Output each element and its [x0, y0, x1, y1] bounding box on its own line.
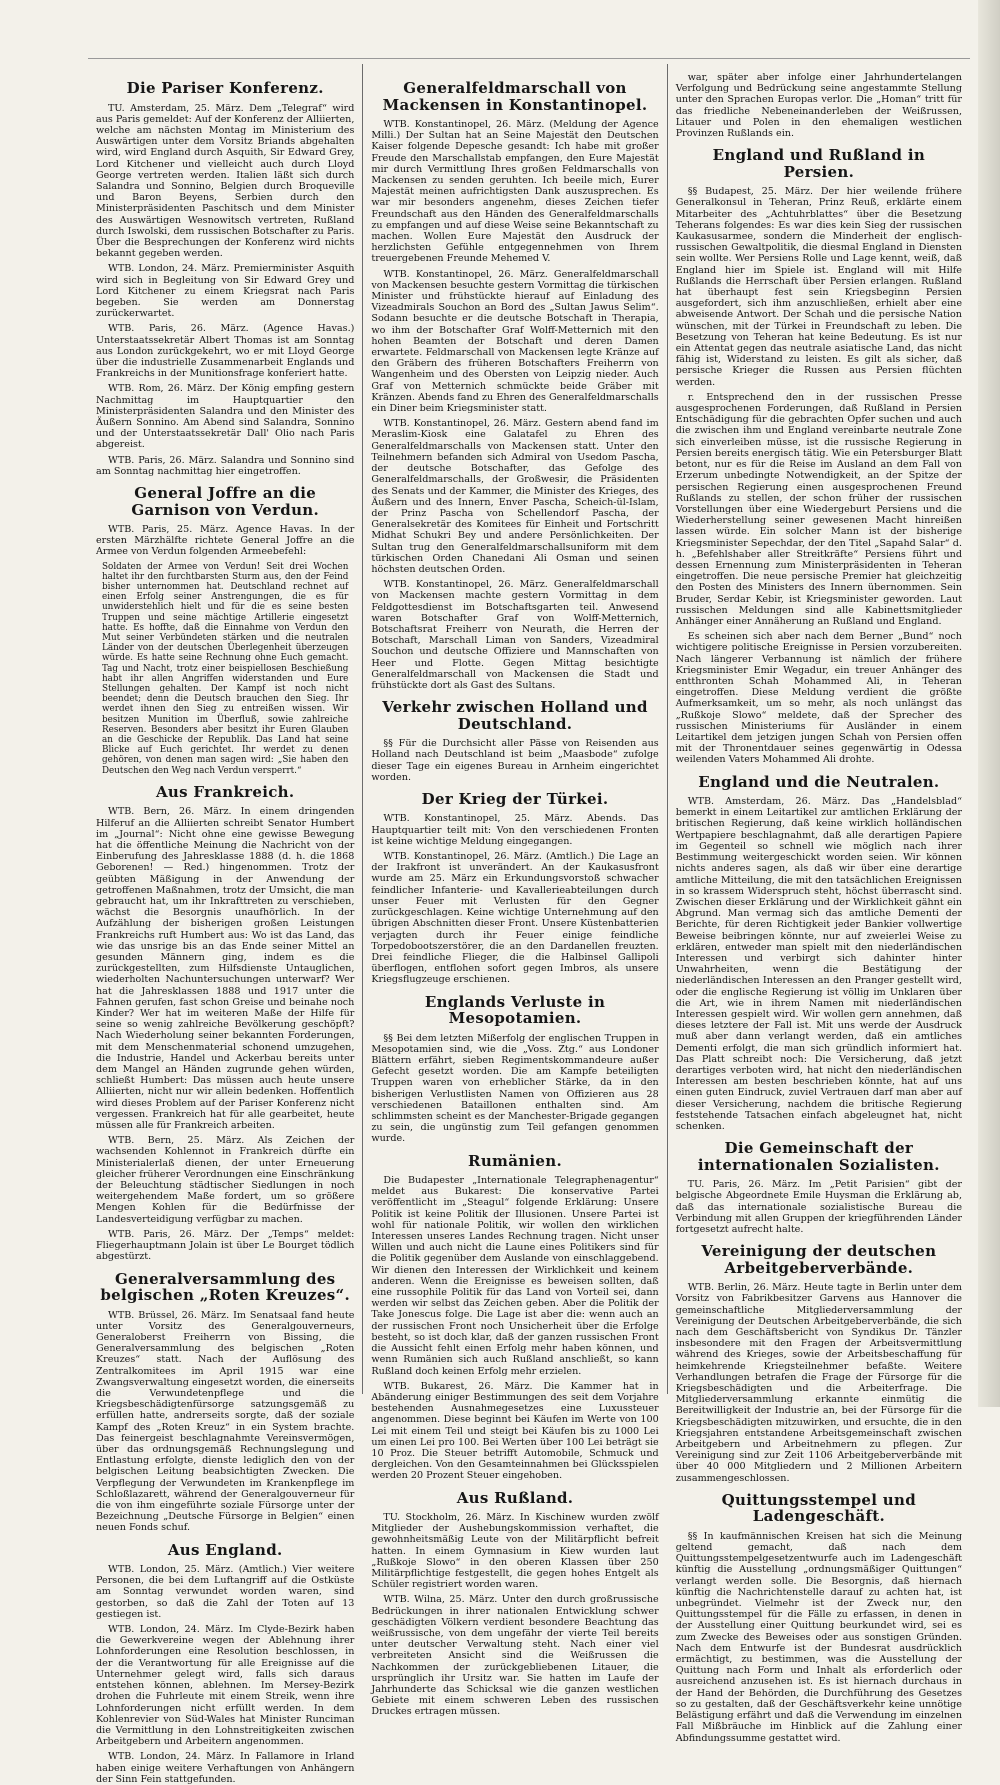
article-paragraph: WTB. London, 24. März. In Fallamore in Irland haben einige weitere Verhaftungen von Anhängern der Sinn Fein stattgefunden.: [96, 1751, 355, 1785]
article-paragraph: WTB. Paris, 26. März. (Agence Havas.) Unterstaatssekretär Albert Thomas ist am Sonntag aus London zurückgekehrt, wo er mit Lloyd George über die industrielle Zusammenarbeit Englands und Frankreichs in der Munitionsfrage konferiert hatte.: [96, 323, 355, 380]
article-headline: England und die Neutralen.: [698, 772, 940, 791]
column-3: [668, 64, 970, 1744]
article-paragraph: WTB. Rom, 26. März. Der König empfing gestern Nachmittag im Hauptquartier den Ministerpräsidenten Salandra und den Minister des Äußern Sonnino. Am Abend sind Salandra, Sonnino und der Unterstaatssekretär Dall' Olio nach Paris abgereist.: [96, 383, 355, 451]
article-paragraph: WTB. Paris, 26. März. Der „Temps“ meldet: Fliegerhauptmann Jolain ist über Le Bourget tödlich abgestürzt.: [96, 1228, 355, 1263]
article-paragraph: WTB. Konstantinopel, 26. März. Generalfeldmarschall von Mackensen machte gestern Vormittag in dem Feldgottesdienst im Botschaftsgarten teil. Anwesend waren Botschafter Graf von Wolff-Metternich, Botschaftsrat Freiherr von Neurath, die Herren der Botschaft, Marschall Liman von Sanders, Vizeadmiral Souchon und deutsche Offiziere und Mannschaften von Heer und Flotte. Gegen Mittag besichtigte Generalfeldmarschall von Mackensen die Stadt und frühstückte dort als Gast des Sultans.: [371, 579, 659, 691]
article-paragraph: §§ Bei dem letzten Mißerfolg der englischen Truppen in Mesopotamien sind, wie die „Voss. Ztg.“ aus Londoner Blättern erfährt, sieben Regimentskommandeure außer Gefecht gesetzt worden. Die am Kampfe beteiligten Truppen waren von erheblicher Stärke, da in den bisherigen Verlustlisten Namen von Offizieren aus 28 verschiedenen Bataillonen enthalten sind. Am schlimmsten scheint es der Manchester-Brigade gegangen zu sein, die ungünstig zum Teil gefangen genommen wurde.: [371, 1032, 659, 1145]
article-headline: Die Pariser Konferenz.: [126, 79, 324, 97]
article-headline: Quittungsstempel und Ladengeschäft.: [721, 1490, 916, 1526]
article-paragraph: TU. Paris, 26. März. Im „Petit Parisien“ gibt der belgische Abgeordnete Emile Huysman die Erklärung ab, daß das internationale sozialistische Bureau die Verbindung mit allen Gruppen der kriegführenden Länder fortgesetzt aufrecht halte.: [675, 1179, 962, 1235]
top-rule: [88, 58, 970, 59]
article-headline: Aus Frankreich.: [155, 782, 295, 801]
article-paragraph: WTB. Bukarest, 26. März. Die Kammer hat in Abänderung einiger Bestimmungen des seit dem Vorjahre bestehenden Ausnahmegesetzes eine Luxussteuer angenommen. Diese beginnt bei Käufen im Werte von 100 Lei mit einem Teil und steigt bei Käufen bis zu 1000 Lei um einen Lei pro 100. Bei Werten über 100 Lei beträgt sie 10 Proz. Die Steuer betrifft Automobile, Schmuck und dergleichen. Von den Gesamteinnahmen bei Glücksspielen werden 20 Prozent Steuer eingehoben.: [371, 1380, 659, 1482]
article-paragraph: §§ Für die Durchsicht aller Pässe von Reisenden aus Holland nach Deutschland ist beim „Maasbode“ zufolge dieser Tage ein eigenes Bureau in Arnheim eingerichtet worden.: [371, 738, 659, 783]
columns-container: [88, 64, 970, 1785]
article-paragraph: TU. Stockholm, 26. März. In Kischinew wurden zwölf Mitglieder der Aushebungskommission verhaftet, die gewohnheitsmäßig Leute von der Militärpflicht befreit hatten. In einem Gymnasium in Kiew wurden laut „Rußkoje Slowo“ in den oberen Klassen über 250 Militärpflichtige festgestellt, die gegen hohes Entgelt als Schüler registriert worden waren.: [371, 1512, 659, 1591]
article-paragraph: WTB. London, 24. März. Premierminister Asquith wird sich in Begleitung von Sir Edward Grey und Lord Kitchener zu einem Kriegsrat nach Paris begeben. Sie werden am Donnerstag zurückerwartet.: [96, 263, 355, 320]
article-paragraph: WTB. Paris, 25. März. Agence Havas. In der ersten Märzhälfte richtete General Joffre an die Armee von Verdun folgenden Armeebefehl:: [96, 524, 355, 558]
article-headline: Aus Rußland.: [456, 1488, 574, 1507]
article-paragraph: war, später aber infolge einer Jahrhundertelangen Verfolgung und Bedrückung seine angestammte Stellung unter den Sprachen Europas verlor. Die „Homan“ tritt für das friedliche Nebeneinanderleben der Weißrussen, Litauer und Polen in den ehemaligen westlichen Provinzen Rußlands ein.: [675, 72, 962, 140]
article-paragraph: WTB. London, 24. März. Im Clyde-Bezirk haben die Gewerkvereine wegen der Ablehnung ihrer Lohnforderungen eine Resolution beschlossen, in der die Verantwortung für alle Ereignisse auf die Unternehmer gelegt wird, falls sich daraus entstehen können, ablehnen. Im Mersey-Bezirk drohen die Fuhrleute mit einem Streik, wenn ihre Lohnforderungen nicht erfüllt werden. In dem Kohlenrevier von Süd-Wales hat Minister Runciman die Vermittlung in den Lohnstreitigkeiten zwischen Arbeitgebern und Arbeitern angenommen.: [96, 1624, 355, 1748]
article-headline: Vereinigung der deutschen Arbeitgeberverbände.: [701, 1242, 937, 1277]
article-paragraph: WTB. Bern, 25. März. Als Zeichen der wachsenden Kohlennot in Frankreich dürfte ein Ministerialerlaß dienen, der unter Erneuerung gleicher früherer Verordnungen eine Einschränkung der Beleuchtung städtischer Siedlungen in noch weitergehendem Maße fordert, um so größere Mengen Kohlen für die Bedürfnisse der Landesverteidigung verfügbar zu machen.: [96, 1135, 355, 1225]
article-headline: Rumänien.: [468, 1151, 562, 1170]
article-paragraph: §§ In kaufmännischen Kreisen hat sich die Meinung geltend gemacht, daß nach dem Quittungsstempelgesetzentwurfe auch im Ladengeschäft künftig die Ausstellung „ordnungsmäßiger Quittungen“ verlangt werden solle. Die Besorgnis, daß hiernach künftig die Nachrichtenstelle darauf zu achten hat, ist unbegründet. Vielmehr ist der Zweck nur, den Quittungsstempel für die Fälle zu erfassen, in denen in der Ausstellung einer Quittung beurkundet wird, sei es zum Zwecke des Beweises oder aus sonstigen Gründen. Nach dem Entwurfe ist der Bundesrat ausdrücklich ermächtigt, zu bestimmen, was die Ausstellung der Quittung nach Form und Inhalt als erforderlich oder ausreichend anzusehen ist. Es ist hiernach durchaus in der Hand der Behörden, die Durchführung des Gesetzes so zu gestalten, daß der Geschäftsverkehr keine unnötige Belästigung erfährt und daß die Verwendung im einzelnen Fall Mißbräuche im Hinblick auf die Zahlung einer Abfindungssumme gestattet wird.: [675, 1530, 962, 1744]
article-paragraph: TU. Amsterdam, 25. März. Dem „Telegraf“ wird aus Paris gemeldet: Auf der Konferenz der Alliierten, welche am nächsten Montag im Ministerium des Auswärtigen unter dem Vorsitz Briands abgehalten wird, wird England durch Asquith, Sir Edward Grey, Lord Kitchener und vielleicht auch durch Lloyd George vertreten werden. Italien läßt sich durch Salandra und Sonnino, Belgien durch Broqueville und Baron Beyens, Serbien durch den Ministerpräsidenten Paschitsch und dem Minister des Auswärtigen Wesnowitsch vertreten, Rußland durch Iswolski, dem russischen Botschafter zu Paris. Über die Besprechungen der Konferenz wird nichts bekannt gegeben werden.: [96, 102, 355, 260]
article-headline: England und Rußland in Persien.: [712, 146, 926, 181]
article-headline: Generalfeldmarschall von Mackensen in Konstantinopel.: [382, 79, 648, 114]
column-2: [363, 64, 666, 1718]
article-paragraph: WTB. Bern, 26. März. In einem dringenden Hilferuf an die Alliierten schreibt Senator Humbert im „Journal“: Nicht ohne eine gewisse Bewegung hat die öffentliche Meinung die Nachricht von der Einberufung des Jahresklasse 1888 (d. h. die 1868 Geborenen! — Red.) hingenommen. Trotz der geübten Mäßigung in der Anwendung der getroffenen Maßnahmen, trotz der Umsicht, die man gebraucht hat, um ihr Inkrafttreten zu verschieben, wächst die Besorgnis unaufhörlich. In der Aufzählung der bisherigen großen Leistungen Frankreichs ruft Humbert aus: Wo ist das Land, das wie das unsrige bis an das Ende seiner Mittel an gesunden Männern ging, indem es die zurückgestellten, zum Hilfsdienste Untauglichen, wiederholten Nachuntersuchungen unterwarf? Wer hat die Jahresklassen 1888 und 1917 unter die Fahnen gerufen, fast schon Greise und beinahe noch Kinder? Wer hat im weiteren Maße der Hilfe für seine so wenig zahlreiche Bevölkerung geschöpft? Nach Wiederholung seiner bekannten Forderungen, mit dem Menschenmaterial schonend umzugehen, die Industrie, Handel und Ackerbau bereits unter dem Mangel an Händen zugrunde gehen würden, schließt Humbert: Das müssen auch heute unsere Alliierten, nicht nur wir allein bedenken. Hoffentlich wird dieses Problem auf der Pariser Konferenz nicht vergessen. Frankreich hat für alle gearbeitet, heute müssen alle für Frankreich arbeiten.: [96, 806, 355, 1132]
article-headline: Verkehr zwischen Holland und Deutschland.: [382, 698, 648, 733]
article-paragraph: WTB. Paris, 26. März. Salandra und Sonnino sind am Sonntag nachmittag hier eingetroffen.: [96, 454, 355, 477]
article-paragraph: Es scheinen sich aber nach dem Berner „Bund“ noch wichtigere politische Ereignisse in Persien vorzubereiten. Nach längerer Verbannung ist nämlich der frühere Kriegsminister Emir Wegadur, ein treuer Anhänger des entthronten Schah Mohammed Ali, in Teheran eingetroffen. Diese Meldung verdient die größte Aufmerksamkeit, um so mehr, als noch unlängst das „Rußkoje Slowo“ meldete, daß der Sprecher des russischen Ministeriums für Ausländer in einem Leitartikel dem jetzigen jungen Schah von Persien offen mit der Thronentdauer seines gegenwärtig in Odessa weilenden Vaters Mohammed Ali drohte.: [675, 631, 962, 766]
article-paragraph: WTB. Konstantinopel, 26. März. (Amtlich.) Die Lage an der Irakfront ist unverändert. An der Kaukasusfront wurde am 25. März ein Erkundungsvorstoß schwacher feindlicher Infanterie- und Kavallerieabteilungen durch unser Feuer mit Verlusten für den Gegner zurückgeschlagen. Keine wichtige Unternehmung auf den übrigen Abschnitten dieser Front. Unsere Küstenbatterien verjagten durch ihr Feuer einige feindliche Torpedobootszerstörer, die an den Dardanellen freuzten. Drei feindliche Flieger, die die Halbinsel Gallipoli überflogen, entflohen sofort gegen Imbros, als unsere Kriegsflugzeuge erschienen.: [371, 851, 659, 986]
article-paragraph: WTB. Berlin, 26. März. Heute tagte in Berlin unter dem Vorsitz von Fabrikbesitzer Garvens aus Hannover die gemeinschaftliche Mitgliederversammlung der Vereinigung der Deutschen Arbeitgeberverbände, die sich nach dem Geschäftsbericht von Syndikus Dr. Tänzler insbesondere mit den Fragen der Arbeitsvermittlung während des Krieges, sowie der Arbeitsbeschaffung für heimkehrende Kriegsteilnehmer befaßte. Weitere Verhandlungen betrafen die Frage der Fürsorge für die Kriegsbeschädigten und die Arbeiterfrage. Die Mitgliederversammlung erkannte einmütig die Bereitwilligkeit der Industrie an, bei der Fürsorge für die Kriegsbeschädigten mitzuwirken, und ersuchte, die in den Kriegsjahren entstandene Arbeitsgemeinschaft zwischen Arbeitgebern und Arbeitnehmern zu pflegen. Zur Vereinigung sind zur Zeit 1106 Arbeitgeberverbände mit über 40 000 Mitgliedern und 2 Millionen Arbeitern zusammengeschlossen.: [675, 1282, 962, 1484]
article-headline: General Joffre an die Garnison von Verdun.: [131, 484, 320, 519]
article-paragraph: WTB. Amsterdam, 26. März. Das „Handelsblad“ bemerkt in einem Leitartikel zur amtlichen Erklärung der britischen Regierung, daß keine wirklich holländischen Wertpapiere beschlagnahmt, daß alle derartigen Papiere im Gegenteil so schnell wie möglich nach ihrer Bestimmung weitergeschickt worden seien. Wir können nichts anderes sagen, als daß wir über eine derartige amtliche Mitteilung, die mit den tatsächlichen Ereignissen in so krassem Widerspruch steht, höchst überrascht sind. Zwischen dieser Erklärung und der Wirklichkeit gähnt ein Abgrund. Man vermag sich das amtliche Dementi der Berichte, für deren Richtigkeit jeder Bankier vollwertige Beweise beibringen könnte, nur auf zweierlei Weise zu erklären, entweder man spielt mit den niederländischen Interessen und verbirgt sich dahinter hinter Unwahrheiten, wenn die Bestätigung der niederländischen Interessen an den Pranger gestellt wird, oder die englische Regierung ist völlig im Unklaren über die Art, wie in ihrem Namen mit niederländischen Interessen gespielt wird. Wir wollen gern annehmen, daß dieses letztere der Fall ist. Mit uns werde der Ausdruck muß aber dann verlangt werden, daß ein amtliches Dementi erfolgt, die man sich gründlich informiert hat. Das Platt schreibt noch: Die Versicherung, daß jetzt derartiges verboten wird, hat nicht den niederländischen Interessen am besten beschrieben könnte, hat auf uns einen guten Eindruck, zuviel Vertrauen darf man aber auf dieser Versicherung, nachdem die britische Regierung feststehende Tatsachen einfach abgeleugnet hat, nicht schenken.: [675, 796, 962, 1132]
article-headline: Die Gemeinschaft der internationalen Sozialisten.: [697, 1139, 940, 1174]
article-paragraph: r. Entsprechend den in der russischen Presse ausgesprochenen Forderungen, daß Rußland in Persien Entschädigung für die gebrachten Opfer suchen und auch die zwischen ihm und England vereinbarte neutrale Zone sich einverleiben müsse, ist die russische Regierung in Persien bereits energisch tätig. Wie ein Petersburger Blatt betont, nur es für die Reise im Ausland an dem Fall von Erzerum unbedingte Notwendigkeit, an der Spitze der persischen Regierung einen ausgesprochenen Freund Rußlands zu stellen, der schon früher der russischen Vorstellungen über eine Wiedergeburt Persiens und die Wiederherstellung seiner gewesenen Macht hinreißen lassen würde. Ein solcher Mann ist der bisherige Kriegsminister Sepechdar, der den Titel „Sapahd Salar“ d. h. „Befehlshaber aller Streitkräfte“ Persiens führt und dessen Ernennung zum Ministerpräsidenten in Teheran eingetroffen. Die neue persische Premier hat gleichzeitig den Posten des Ministers des Innern übernommen. Sein Bruder, Serdar Kebir, ist Kriegsminister geworden. Laut russischen Meldungen sind alle Kabinettsmitglieder Anhänger einer Annäherung an Rußland und England.: [675, 391, 962, 627]
article-paragraph: WTB. London, 25. März. (Amtlich.) Vier weitere Personen, die bei dem Luftangriff auf die Ostküste am Sonntag verwundet worden waren, sind gestorben, so daß die Zahl der Toten auf 13 gestiegen ist.: [96, 1564, 355, 1620]
page-edge-shadow: [978, 0, 1000, 1407]
article-headline: Generalversammlung des belgischen „Roten Kreuzes“.: [100, 1269, 350, 1304]
article-paragraph: WTB. Konstantinopel, 25. März. Abends. Das Hauptquartier teilt mit: Von den verschiedenen Fronten ist keine wichtige Meldung eingegangen.: [371, 813, 659, 847]
article-headline: Aus England.: [167, 1540, 283, 1559]
article-headline: Der Krieg der Türkei.: [421, 789, 609, 808]
article-paragraph: §§ Budapest, 25. März. Der hier weilende frühere Generalkonsul in Teheran, Prinz Reuß, erklärte einem Mitarbeiter des „Achtuhrblattes“ über die Besetzung Teherans folgendes: Es war dies kein Sieg der russischen Kaukasusarmee, sondern die Minderheit der englisch-russischen Gewaltpolitik, die diesmal England in Diensten sein wollte. Wer Persiens Rolle und Lage kennt, weiß, daß England hier im Spiele ist. England will mit Hilfe Rußlands die Herrschaft über Persien erlangen. Rußland hat überhaupt fest sein Kriegsbeginn Persien ausgefordert, sich ihm anzuschließen, erhielt aber eine abweisende Antwort. Der Schah und die persische Nation wünschen, mit der Türkei in Freundschaft zu leben. Die Besetzung von Teheran hat keine Bedeutung. Es ist nur ein Attentat gegen das neutrale asiatische Land, das nicht fähig ist, Widerstand zu leisten. Es gilt als sicher, daß persische Krieger die Russen aus Persien flüchten werden.: [675, 186, 962, 388]
article-headline: Englands Verluste in Mesopotamien.: [424, 992, 606, 1028]
column-1: [88, 64, 362, 1785]
article-paragraph: Die Budapester „Internationale Telegraphenagentur“ meldet aus Bukarest: Die konservative Partei veröffentlicht im „Steagul“ folgende Erklärung: Unsere Politik ist keine Politik der Illusionen. Unsere Partei ist wohl für nationale Politik, wir wollen den wirklichen Interessen unseres Landes Rechnung tragen. Nicht unser Willen und auch nicht die Laune eines Politikers sind für die Politik gegenüber dem Auslande von einschlaggebend. Wir dienen den Interessen der Wirklichkeit und keinem anderen. Wenn die Ereignisse es beweisen sollten, daß eine russophile Politik für das Land von Vorteil sei, dann werden wir selbst das Zeichen geben. Aber die Politik der Take Jonescus folge. Die Lage ist aber die: wenn auch an der russischen Front noch Unsicherheit über die Erfolge besteht, so ist doch klar, daß der ganzen russischen Front die Aussicht fehlt einen Erfolg mehr haben können, und wenn Rumänien sich auch Rußland anschließt, so kann Rußland doch keinen Erfolg mehr erzielen.: [371, 1175, 659, 1377]
article-paragraph: WTB. Konstantinopel, 26. März. (Meldung der Agence Milli.) Der Sultan hat an Seine Majestät den Deutschen Kaiser folgende Depesche gesandt: Ich habe mit großer Freude den Marschallstab empfangen, den Eure Majestät mir durch Vermittlung Ihres großen Feldmarschalls von Mackensen zu senden geruhten. Ich beeile mich, Eurer Majestät meinen aufrichtigsten Dank auszusprechen. Es war mir besonders angenehm, dieses Zeichen tiefer Freundschaft aus den Händen des Generalfeldmarschalls zu empfangen und auf diese Weise seine Bekanntschaft zu machen. Wollen Eure Majestät den Ausdruck der herzlichsten Gefühle entgegennehmen von Ihrem treuergebenen Freunde Mehemed V.: [371, 119, 659, 265]
article-paragraph: WTB. Konstantinopel, 26. März. Generalfeldmarschall von Mackensen besuchte gestern Vormittag die türkischen Minister und frühstückte hierauf auf Einladung des Vizeadmirals Souchon an Bord des „Sultan Jawus Selim“. Sodann besuchte er die deutsche Botschaft in Therapia, wo ihm der Botschafter Graf Wolff-Metternich mit den hohen Beamten der Botschaft und deren Damen erwartete. Feldmarschall von Mackensen legte Kränze auf den Gräbern des früheren Botschafters Freiherrn von Wangenheim und des Obersten von Leipzig nieder. Auch Graf von Metternich schmückte beide Gräber mit Kränzen. Abends fand zu Ehren des Generalfeldmarschalls ein Diner beim Kriegsminister statt.: [371, 268, 659, 415]
article-paragraph: WTB. Brüssel, 26. März. Im Senatsaal fand heute unter Vorsitz des Generalgouverneurs, Generaloberst Freiherrn von Bissing, die Generalversammlung des belgischen „Roten Kreuzes“ statt. Nach der Auflösung des Zentralkomitees im April 1915 war eine Zwangsverwaltung eingesetzt worden, die einerseits die Verwundetenpflege und die Kriegsbeschädigtenfürsorge satzungsgemäß zu erfüllen hatte, andrerseits sorgte, daß der soziale Kampf des „Roten Kreuz“ in ein System brachte. Das feinergeist beschlagnahmte Vereinsvermögen, über das ordnungsgemäß Rechnungslegung und Entlastung erfolgte, dienste lediglich den von der belgischen Leitung beabsichtigten Zwecken. Die Verpflegung der Verwundeten im Krankenpflege im Schloßlazarett, während der Generalgouverneur für die von ihm eingeführte soziale Fürsorge unter der Bezeichnung „Deutsche Fürsorge in Belgien“ einen neuen Fonds schuf.: [96, 1309, 355, 1534]
quoted-text: Soldaten der Armee von Verdun! Seit drei Wochen haltet ihr den furchtbarsten Sturm aus, den der Feind bisher unternommen hat. Deutschland rechnet auf einen Erfolg seiner Anstrengungen, die es für unwiderstehlich hielt und für die es seine besten Truppen und seine mächtige Artillerie eingesetzt hatte. Es hoffte, daß die Einnahme von Verdun den Mut seiner Verbündeten stärken und die neutralen Länder von der deutschen Überlegenheit überzeugen würde. Es hatte seine Rechnung ohne Euch gemacht. Tag und Nacht, trotz einer beispiellosen Beschießung habt ihr allen Angriffen widerstanden und Eure Stellungen gehalten. Der Kampf ist noch nicht beendet; denn die Deutsch brauchen den Sieg. Ihr werdet ihnen den Sieg zu entreißen wissen. Wir besitzen Munition im Überfluß, sowie zahlreiche Reserven. Besonders aber besitzt ihr Euren Glauben an die Geschicke der Republik. Das Land hat seine Blicke auf Euch gerichtet. Ihr werdet zu denen gehören, von denen man sagen wird: „Sie haben den Deutschen den Weg nach Verdun versperrt.“: [102, 561, 349, 776]
article-paragraph: WTB. Konstantinopel, 26. März. Gestern abend fand im Meraslim-Kiosk eine Galatafel zu Ehren des Generalfeldmarschalls von Mackensen statt. Unter den Teilnehmern befanden sich Admiral von Usedom Pascha, der deutsche Botschafter, das Gefolge des Generalfeldmarschalls, der Großwesir, die Präsidenten des Senats und der Kammer, die Minister des Krieges, des Äußern und des Innern, Enver Pascha, Scheich-ül-Islam, der Prinz Pascha von Schellendorf Pascha, der Generalsekretär des Komitees für Einheit und Fortschritt Midhat Schukri Bey und andere Persönlichkeiten. Der Sultan trug den Generalfeldmarschallsuniform mit dem türkischen Orden Chanedani Ali Osman und seinen höchsten deutschen Orden.: [371, 418, 659, 575]
article-paragraph: WTB. Wilna, 25. März. Unter den durch großrussische Bedrückungen in ihrer nationalen Entwicklung schwer geschädigten Völkern verdient besondere Beachtung das weißrussische, von dem ungefähr der vierte Teil bereits unter deutscher Verwaltung steht. Nach einer viel verbreiteten Ansicht sind die Weißrussen die Nachkommen der zurückgebliebenen Litauer, die ursprünglich ihr Ursitz war. Sie hatten im Laufe der Jahrhunderte das Schicksal wie die ganzen westlichen Gebiete mit einem schweren Leben des russischen Druckes ertragen müssen.: [371, 1594, 659, 1718]
